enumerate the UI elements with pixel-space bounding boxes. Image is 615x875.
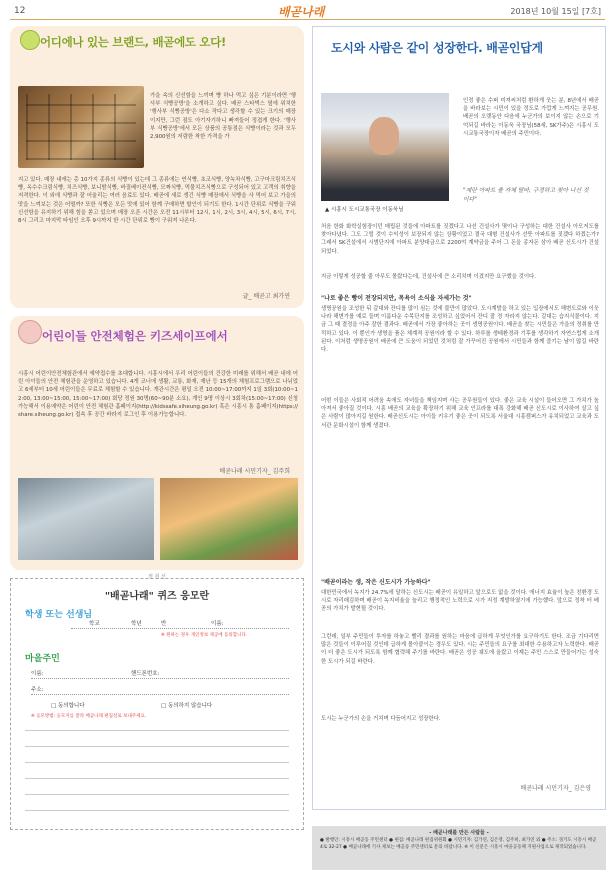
article-paragraph: 지고 있다. 매장 내에는 총 10가지 종류의 식빵이 있는데 그 종류에는 연식빵, 초코식빵, 양녹차식빵, 고구마크림치즈식빵, 옥수수크림식빵, 치즈식빵, 보니밤식빵, 바질베이컨식빵, 모짜식빵, 먹물치즈식빵으로 구성되어 있고 고객의 취향을 저격한다. 이 외에 식빵과 잘 어울리는 여러 음료도 있다. 배곧에 새로 생긴 식빵 매장에서 식빵을 사 먹어 보고 가을의 맛을 느껴보는 것은 어떨까? 또한 식빵은 모든 맛에 있어 함께 구매하면 할인이 되기도 한다. 1시간 단위로 식빵을 구워 신선함을 유지하기 위해 힘을 쏟고 있으며 매장 오픈 시간은 오전 11시부터 12시, 1시, 2시, 3시, 4시, 5시, 6시, 7시, 8시 그리고 마지막 타임인 오후 9시까지 한 시간 단위로 빵이 구워져 나온다. — [18, 177, 296, 225]
name-label: 이름: — [211, 621, 224, 627]
article-paragraph: 그런데, 일부 주민들이 투자를 하놓고 빨리 결과를 원하는 마음에 급하게 무엇인가를 요구하기도 한다. 조금 기다리면 많은 것들이 이루어질 것인데 급하게 몰아붙이는 경우도 있다. 시는 주민들의 요구를 최대한 수용하고자 노력한다. 배곧이 더 좋은 도시가 되도록 함께 협력해 주기를 바란다. 배곧은 성공 궤도에 올랐고 이제는 주민 스스로 만들어가는 성숙한 도시가 되길 바란다. — [321, 634, 599, 665]
byline: 글_ 배곧고 최가연 — [242, 293, 290, 300]
article-title: 어디에나 있는 브랜드, 배곧에도 오다! — [40, 35, 226, 49]
quiz-title: "배곧나래" 퀴즈 응모란 — [104, 591, 210, 602]
interviewee-photo — [321, 93, 449, 201]
address-label: 주소: — [31, 687, 44, 693]
article-paragraph: 가을 속의 신선함을 느끼며 빵 하나 먹고 싶은 기분이라면 '행사부 식빵공방'을 소개하고 싶다. 배곧 스타벅스 옆에 위치한 '행사부 식빵공방'은 다소 작다고 생각할 수 있는 크기의 매장이지만, 그런 점도 아기자기하니 빠져들어 정겹게 한다. '행사부 식빵공방'에서 모든 상품의 공통점은 식빵이라는 것과 모두 2,900원의 저렴한 착한 가격을 가 — [150, 93, 296, 141]
credits-body: ● 발행인: 시흥시 배곧동 주민센터 ● 편집: 배곧나래 편집위원회 ● 시민기자: 김가연, 김은영, 김주희, 최가연 외 ● 주소: 경기도 시흥시 배곧4로 32-27 ● 배곧나래에 기사 제보는 배곧동 주민센터로 문의 바랍니다. ※ 이 신문은 시흥시 마을공동체 지원사업으로 제작되었습니다. — [320, 838, 597, 850]
class-label: 반 — [161, 621, 167, 627]
article-paragraph: 지금 이렇게 성공할 줄 아무도 몰랐다는데, 건설사에 큰 소리치며 이겼지만 요구했을 것이다. — [321, 274, 536, 280]
article-kids-safety — [10, 316, 304, 570]
student-input-line[interactable] — [71, 627, 289, 629]
article-paragraph: 도시는 누군가의 손을 거치며 다듬어지고 성장한다. — [321, 716, 441, 722]
character-icon — [18, 320, 42, 344]
consent-no-checkbox[interactable]: □ 동의하지 않습니다 — [161, 703, 213, 709]
quiz-entry-form — [10, 574, 304, 830]
article-paragraph: 어떤 이들은 사회적 어려움 속에도 자녀들을 책임지며 사는 공무원들이 있다. 좋은 교육 시설이 들어오면 그 가치가 높아져서 좋아질 것이다. 시흥 배곧의 교육을 확장하기 위해 교육 인프라를 대폭 강화해 배곧 신도시로 이사하여 살고 싶은 사람이 많아지길 원한다. 배곧신도시는 아이들 키우기 좋은 곳이 되도록 서울대 시흥캠퍼스가 유치되었고 교육과 도서관 문화시설이 함께 생겼다. — [321, 398, 599, 429]
subheading: "배곧이라는 생, 작은 신도시가 가능하다" — [321, 579, 431, 586]
address-input-line[interactable] — [31, 693, 289, 695]
newsletter-logo: 배곧나래 — [278, 5, 325, 19]
answer-line[interactable] — [25, 745, 289, 747]
answer-line[interactable] — [25, 793, 289, 795]
page-number: 12 — [14, 6, 26, 16]
article-paragraph: 생명공원을 조성한 뒤 갈대와 잔디를 많이 심는 것에 불만이 많았다. 도시계발을 하고 있는 입장에서도 해변도로와 이웃나라 해변가를 예로 들며 이룸다운 수목단지를 조성하고 싶었어서 잔디 잘 정 자라지 않는다. 갈대는 습지식물이다. 지금 그 때 결정을 아주 잘한 결과다. 배곧에서 가장 좋아하는 곳이 생명공원이다. 배곧을 찾는 시민들은 가을의 정취를 만끽하고 있다. 이 뿐인가 생명을 품은 체계적 공원이라 할 수 있다. 하루를 생태환경과 기후를 생각하기 자연스럽게 소개된다. 이처럼 생명공원이 배곧에 큰 도움이 되었던 것처럼 잘 가꾸어진 공원에서 시민들과 함께 즐기는 날이 많길 바란다. — [321, 306, 599, 354]
left-column — [10, 26, 304, 830]
header-divider — [10, 19, 605, 20]
article-intro: 인정 좋은 수퍼 미져씨처럼 환하게 웃는 분, 8년에서 배곧을 바라보는 시민이 있을 정도로 가깝게 느껴지는 공무원. 배곧의 오랫동안 다음에 누군가의 보이지 않는 손으로 기억되길 바라는 이동욱 국장님(58세, SK가주)은 시흥시 도시교통국장이자 배곧의 주민이다. — [463, 98, 599, 137]
resident-input-line[interactable] — [31, 677, 289, 679]
article-paragraph: 처음 한화 화학실험장이던 매립된 것들에 아파트를 짓겠다고 나선 건설사가 몇이나 구성하는 대한 건설사 아모저도를 찾아다녔다. 그도 그럴 것이 수익성이 보장되지 않는 상황이었고 결국 대형 건설사가 선뜻 아파트를 짓겠다 하겠는가? 그래서 SK건설에서 시범단지에 아파트 분양대금으로 2200억 계약금을 주어 그 돈을 종자돈 삼아 배곧 신도시가 건설되었다. — [321, 224, 599, 255]
phone-label: 핸드폰번호: — [131, 671, 160, 677]
school-label: 학교 — [89, 621, 100, 627]
byline: 배곧나래 시민기자_ 김은영 — [520, 785, 591, 792]
cut-line-label: 절 취 선 — [148, 574, 166, 580]
article-bread-shop — [10, 26, 304, 308]
article-title: 어린이들 안전체험은 키즈세이프에서 — [42, 329, 228, 343]
answer-line[interactable] — [25, 761, 289, 763]
student-label: 학생 또는 선생님 — [25, 610, 93, 620]
photo-caption: ▲ 시흥시 도시교통국장 이동욱님 — [325, 207, 404, 213]
article-paragraph: 시흥시 어린이안전체험관에서 예약접수를 초대합니다. 시흥시에서 우리 어린이들의 건강한 미래를 위해서 배곧 내에 어린 아이들의 안전 체험관을 운영하고 있습니다. 4개 코너에 생활, 교통, 화재, 재난 등 15개의 체험프로그램으로 나뉘었고 6세부터 10세 어린이들은 무료로 체험할 수 있습니다. 개관시간은 평일 오전 10:00~17:00까지 1일 3회(10:00~12:00, 13:00~15:00, 15:00~17:00) 회당 정원 30명(60~90분 소요), 개인 9명 이상시 3회차(15:00~17:00) 신청 가능해서 이용예약은 어린이 안전 체험관 홈페이지(http://kidssafe.siheung.go.kr) 혹은 시흥시 통 홈페이지(https://share.siheung.go.kr) 접속 후 공간 바라지 로그인 후 이용가능합니다. — [18, 371, 298, 419]
note: ※ 원하는 경우 개인정보 제공에 동의합니다. — [161, 633, 248, 638]
right-column — [312, 26, 606, 810]
article-paragraph: 대한민국에서 녹지가 24.7%에 달하는 신도시는 배곧이 유일하고 앞으로도 없을 것이다. 에너지 효율이 높은 친환경 도시로 자리매김하며 배곧이 녹지비율을 늘리고 행정적인 노력으로 시가 지정 계발하였기에 가능했다. 앞으로 정착 터 배곧의 가치가 발현될 것이다. — [321, 590, 599, 613]
playground-photo — [160, 478, 298, 560]
bread-photo — [18, 86, 144, 168]
pin-icon — [20, 30, 40, 50]
safety-center-photo — [18, 478, 154, 560]
subheading: "나로 좋은 빵이 전장되지만, 목욕이 소식을 자세가는 것" — [321, 295, 472, 302]
consent-yes-checkbox[interactable]: □ 동의합니다 — [51, 703, 85, 709]
grade-label: 학년 — [131, 621, 142, 627]
answer-line[interactable] — [25, 777, 289, 779]
credits-title: - 배곧나래를 만든 사람들 - — [429, 830, 489, 836]
byline: 배곧나래 시민기자_ 김주희 — [219, 468, 290, 475]
article-interview — [312, 26, 606, 810]
answer-line[interactable] — [25, 729, 289, 731]
article-title: 도시와 사람은 같이 성장한다. 배곧인답게 — [331, 41, 543, 55]
credits-box — [312, 826, 606, 870]
issue-date: 2018년 10월 15일 [7호] — [510, 7, 601, 16]
resident-label: 마을주민 — [25, 654, 60, 664]
pull-quote: "계란 아파트 줄 자체 딸바, 구경하고 찾아 나선 것이다" — [463, 188, 589, 203]
note: ※ 응모방법: 응모지를 잘라 배곧나래 편집실로 보내주세요. — [31, 714, 147, 719]
answer-line[interactable] — [25, 809, 289, 811]
name-label: 이름: — [31, 671, 44, 677]
